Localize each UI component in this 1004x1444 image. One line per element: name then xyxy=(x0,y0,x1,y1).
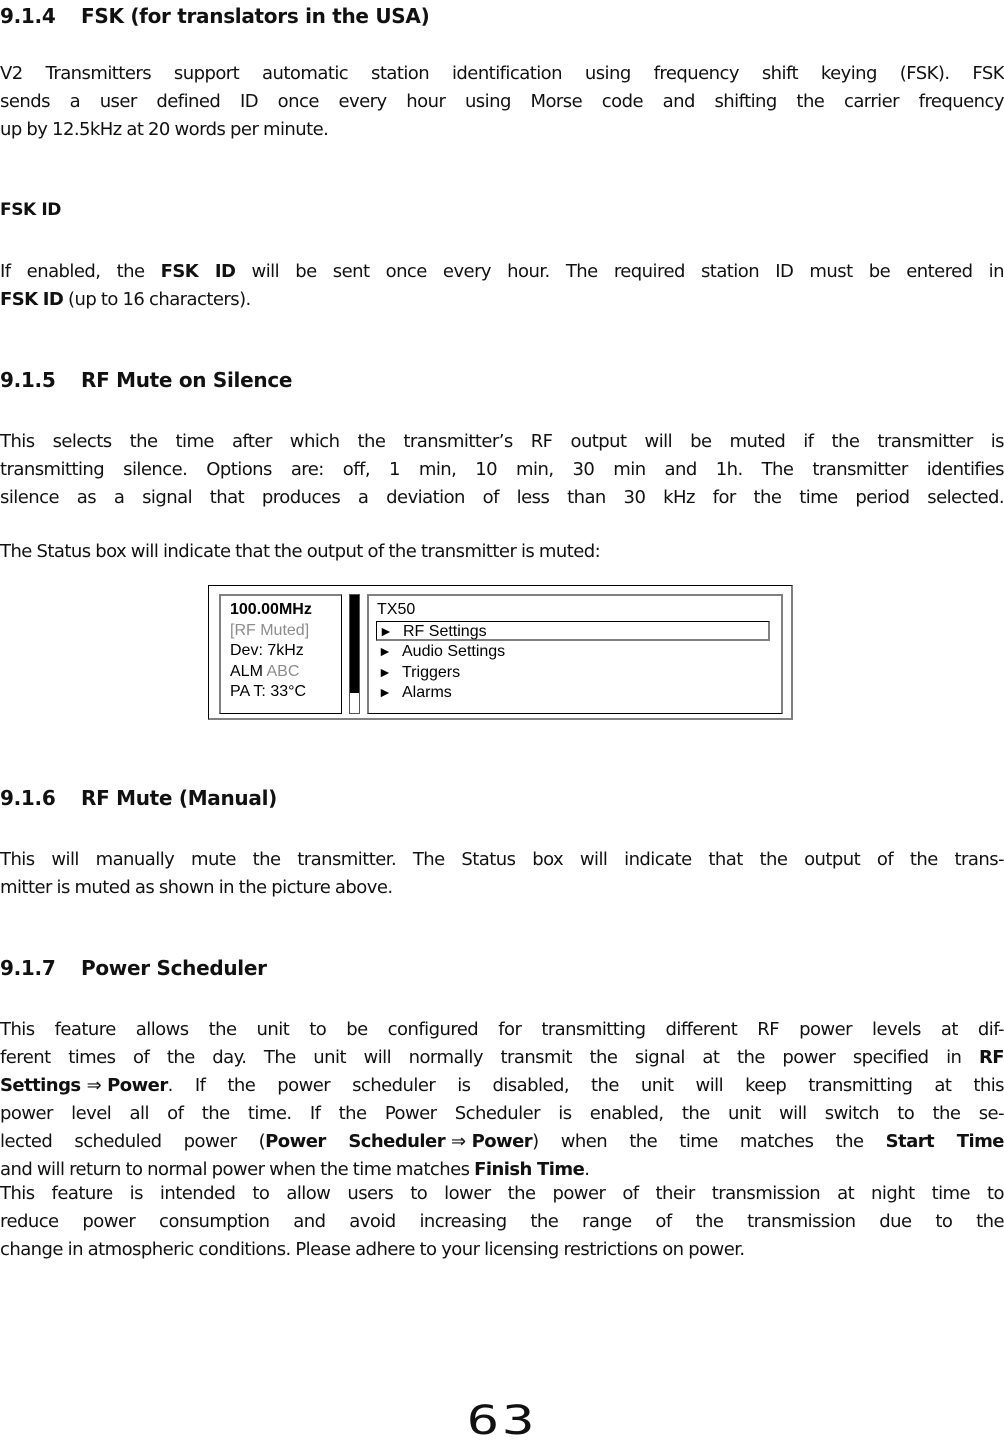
triangle-right-icon: ► xyxy=(379,623,393,639)
frequency-readout: 100.00MHz xyxy=(230,601,312,618)
text-line: power level all of the time. If the Power Scheduler is enabled, the unit will switch to the se- xyxy=(0,1103,1004,1124)
fsk-id-term: FSK ID xyxy=(160,261,236,282)
text-line: mitter is muted as shown in the picture above. xyxy=(0,877,393,898)
menu-title: TX50 xyxy=(377,601,416,618)
text-line: transmitting silence. Options are: off, 1 min, 10 min, 30 min and 1h. The transmitter identifies xyxy=(0,459,1004,480)
text-line: This feature allows the unit to be configured for transmitting different RF power levels at dif- xyxy=(0,1019,1004,1040)
section-number: 9.1.6 xyxy=(0,786,56,810)
section-heading-9-1-7 xyxy=(0,956,267,980)
menu-panel xyxy=(367,594,783,714)
section-heading-9-1-6 xyxy=(0,786,277,810)
text-line: change in atmospheric conditions. Please adhere to your licensing restrictions on power. xyxy=(0,1239,745,1260)
rf-muted-indicator: [RF Muted] xyxy=(230,621,310,639)
fsk-id-term: FSK ID xyxy=(0,289,64,310)
text-line: If enabled, the FSK ID will be sent once every hour. The required station ID must be entered in xyxy=(0,261,1004,282)
rf-mute-manual-paragraph xyxy=(0,846,1004,902)
section-title: Power Scheduler xyxy=(81,956,267,980)
menu-item-audio-settings[interactable]: ► Audio Settings xyxy=(378,643,506,660)
section-number: 9.1.5 xyxy=(0,368,56,392)
fsk-intro-paragraph xyxy=(0,60,1004,144)
section-number: 9.1.7 xyxy=(0,956,56,980)
level-meter-bar xyxy=(349,594,360,714)
section-title: RF Mute on Silence xyxy=(81,368,293,392)
text-line: up by 12.5kHz at 20 words per minute. xyxy=(0,119,329,140)
menu-item-rf-settings[interactable]: ► RF Settings xyxy=(376,621,770,641)
transmitter-display-figure xyxy=(208,585,793,720)
section-number: 9.1.4 xyxy=(0,4,56,28)
section-heading-9-1-5 xyxy=(0,368,292,392)
power-scheduler-paragraph-2 xyxy=(0,1180,1004,1264)
alarm-codes: ABC xyxy=(266,662,300,680)
alarm-readout: ALM ABC xyxy=(230,662,300,680)
text-line: This feature is intended to allow users to lower the power of their transmission at night time to xyxy=(0,1183,1004,1204)
text-line: This will manually mute the transmitter. The Status box will indicate that the output of the trans- xyxy=(0,849,1004,870)
triangle-right-icon: ► xyxy=(378,663,392,680)
implies-arrow-icon: ⇒ xyxy=(86,1075,102,1096)
text-line: V2 Transmitters support automatic station identification using frequency shift keying (FSK). FSK xyxy=(0,63,1004,84)
page-number: 63 xyxy=(466,1398,538,1444)
text-line: Settings ⇒ Power. If the power scheduler is disabled, the unit will keep transmitting at this xyxy=(0,1075,1004,1096)
section-heading-9-1-4 xyxy=(0,4,429,28)
section-title: FSK (for translators in the USA) xyxy=(81,4,430,28)
text-line: lected scheduled power (Power Scheduler ⇒ Power) when the time matches the Start Time xyxy=(0,1131,1004,1152)
deviation-readout: Dev: 7kHz xyxy=(230,642,304,659)
fsk-id-subheading: FSK ID xyxy=(0,200,61,220)
power-scheduler-paragraph-1 xyxy=(0,1016,1004,1184)
text-line: sends a user defined ID once every hour using Morse code and shifting the carrier frequency xyxy=(0,91,1004,112)
menu-item-triggers[interactable]: ► Triggers xyxy=(378,663,461,681)
implies-arrow-icon: ⇒ xyxy=(451,1131,466,1152)
triangle-right-icon: ► xyxy=(378,684,392,700)
status-box xyxy=(219,594,342,714)
menu-item-alarms[interactable]: ► Alarms xyxy=(378,684,452,701)
text-line: This selects the time after which the transmitter’s RF output will be muted if the transmitter is xyxy=(0,431,1004,452)
level-meter-fill xyxy=(350,595,359,693)
fsk-id-paragraph xyxy=(0,258,1004,314)
text-line: and will return to normal power when the time matches Finish Time. xyxy=(0,1159,590,1180)
text-line: The Status box will indicate that the output of the transmitter is muted: xyxy=(0,541,601,562)
text-line: reduce power consumption and avoid increasing the range of the transmission due to the xyxy=(0,1211,1004,1232)
triangle-right-icon: ► xyxy=(378,643,392,659)
text-line: silence as a signal that produces a deviation of less than 30 kHz for the time period selected. xyxy=(0,487,1004,508)
text-line: ferent times of the day. The unit will normally transmit the signal at the power specified in RF xyxy=(0,1047,1004,1068)
rf-mute-silence-paragraph xyxy=(0,428,1004,512)
status-box-paragraph xyxy=(0,538,1004,566)
section-title: RF Mute (Manual) xyxy=(81,786,277,810)
pa-temperature-readout: PA T: 33°C xyxy=(230,683,307,700)
text-line: FSK ID (up to 16 characters). xyxy=(0,289,251,310)
